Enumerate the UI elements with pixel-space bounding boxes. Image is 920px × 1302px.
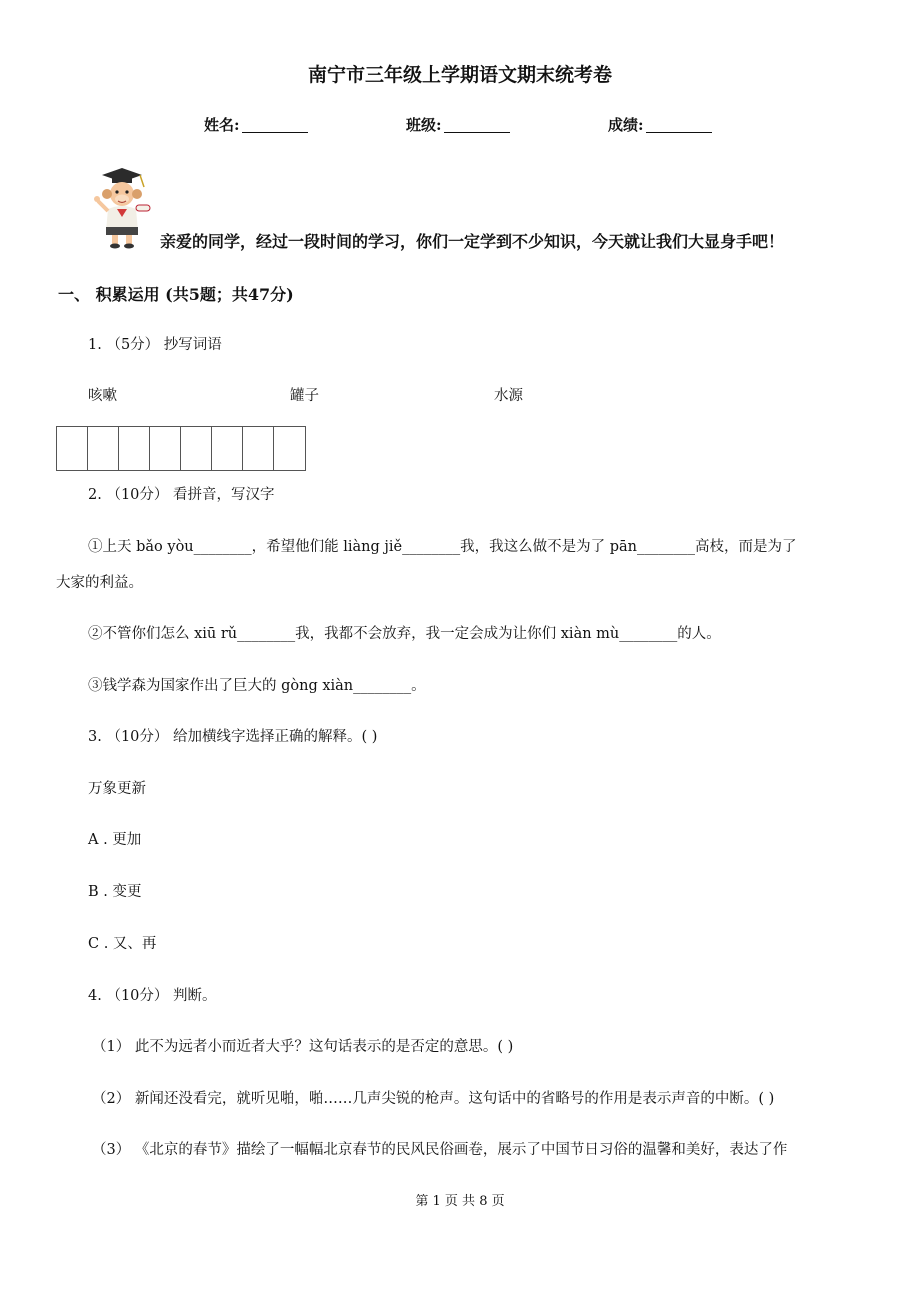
writing-grid[interactable]	[56, 426, 306, 471]
q4-item-2: （2） 新闻还没看完，就听见啪，啪……几声尖锐的枪声。这句话中的省略号的作用是表示声音的中断。( )	[92, 1091, 775, 1107]
section-heading: 一、 积累运用 (共5题；共47分)	[58, 285, 294, 304]
q3-option-c[interactable]: C . 又、再	[88, 936, 157, 952]
question-1-title: 1. （5分） 抄写词语	[88, 337, 222, 353]
grid-cell[interactable]	[212, 427, 243, 470]
grid-cell[interactable]	[88, 427, 119, 470]
grid-cell[interactable]	[119, 427, 150, 470]
q2-line-3: ③钱学森为国家作出了巨大的 gòng xiàn________。	[88, 678, 426, 694]
q1-word: 咳嗽	[88, 388, 117, 404]
student-mascot-icon	[88, 165, 154, 249]
page-footer: 第 1 页 共 8 页	[415, 1194, 505, 1209]
grid-cell[interactable]	[150, 427, 181, 470]
greeting-text: 亲爱的同学，经过一段时间的学习，你们一定学到不少知识，今天就让我们大显身手吧！	[160, 232, 785, 251]
q1-word: 水源	[494, 388, 523, 404]
q3-option-a[interactable]: A . 更加	[88, 832, 142, 848]
name-label: 姓名:	[204, 116, 240, 134]
score-blank[interactable]	[646, 116, 712, 133]
page-title: 南宁市三年级上学期语文期末统考卷	[307, 64, 612, 86]
score-label: 成绩:	[608, 116, 644, 134]
grid-cell[interactable]	[243, 427, 274, 470]
grid-cell[interactable]	[274, 427, 305, 470]
q1-word: 罐子	[290, 388, 319, 404]
q4-item-3: （3） 《北京的春节》描绘了一幅幅北京春节的民风民俗画卷，展示了中国节日习俗的温馨和美好，表达了作	[92, 1142, 788, 1158]
class-field	[406, 114, 510, 135]
q3-phrase: 万象更新	[88, 781, 146, 797]
q4-item-1: （1） 此不为远者小而近者大乎？这句话表示的是否定的意思。( )	[92, 1039, 514, 1055]
q3-option-b[interactable]: B . 变更	[88, 884, 142, 900]
score-field	[608, 114, 712, 135]
class-label: 班级:	[406, 116, 442, 134]
q2-line-1-cont: 大家的利益。	[56, 575, 143, 591]
q2-line-1: ①上天 bǎo yòu________，希望他们能 liàng jiě________我，我这么做不是为了 pān________高枝，而是为了	[88, 539, 797, 555]
class-blank[interactable]	[444, 116, 510, 133]
name-field	[204, 114, 308, 135]
question-2-title: 2. （10分） 看拼音，写汉字	[88, 487, 275, 503]
question-4-title: 4. （10分） 判断。	[88, 988, 217, 1004]
question-3-title: 3. （10分） 给加横线字选择正确的解释。( )	[88, 729, 378, 745]
grid-cell[interactable]	[57, 427, 88, 470]
name-blank[interactable]	[242, 116, 308, 133]
q2-line-2: ②不管你们怎么 xiū rǔ________我，我都不会放弃，我一定会成为让你们 xiàn mù________的人。	[88, 626, 721, 642]
grid-cell[interactable]	[181, 427, 212, 470]
